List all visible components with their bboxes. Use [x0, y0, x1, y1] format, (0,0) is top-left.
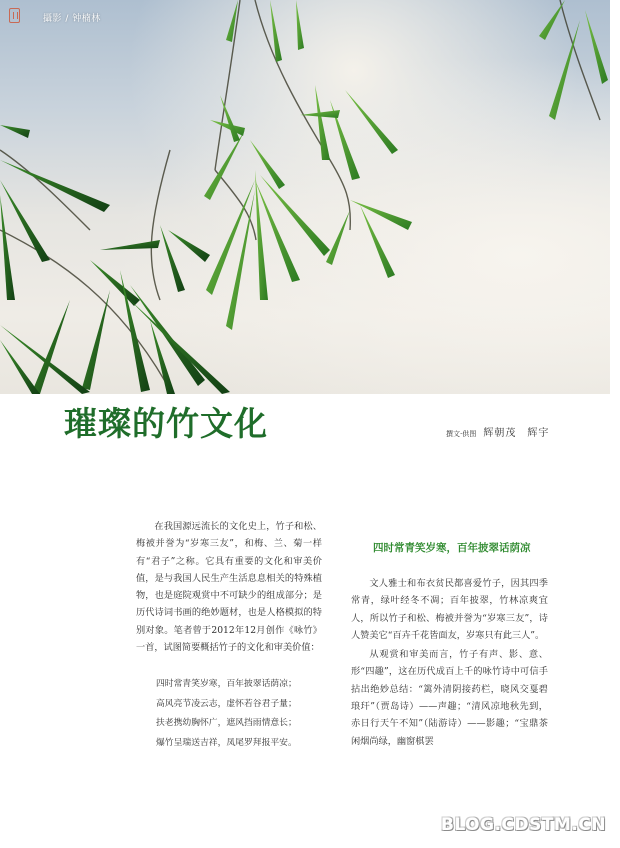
red-seal-icon [9, 8, 20, 23]
bamboo-leaves-illustration [0, 0, 610, 394]
byline-names: 辉朝茂 辉宇 [483, 428, 550, 439]
poem [136, 675, 322, 753]
poem-line: 扶老携幼胸怀广，遮风挡雨情意长； [156, 718, 297, 729]
poem-line: 四时常青笑岁寒，百年披翠话荫凉； [156, 679, 297, 690]
poem-line: 爆竹呈瑞送吉祥，凤尾罗拜报平安。 [156, 737, 297, 748]
article-title: 璀璨的竹文化 [64, 404, 268, 443]
byline-role: 撰文·供图 [446, 430, 477, 438]
left-column [136, 518, 322, 753]
byline [446, 424, 549, 439]
right-column [351, 575, 548, 750]
body-paragraph: 文人雅士和布衣贫民都喜爱竹子，因其四季常青，绿叶经冬不凋；百年披翠，竹林凉爽宜人，所以竹子和松、梅被并誉为“岁寒三友”，诗人赞美它“百卉千花皆面友，岁寒只有此三人”。 [351, 578, 548, 641]
section-heading: 四时常青笑岁寒，百年披翠话荫凉 [373, 542, 531, 554]
intro-paragraph: 在我国源远流长的文化史上，竹子和松、梅被并誉为“岁寒三友”，和梅、兰、菊一样有“君子”之称。它具有重要的文化和审美价值，是与我国人民生产生活息息相关的特殊植物，也是庭院观赏中不可缺少的组成部分；是历代诗词书画的绝妙题材，也是人格模拟的特别对象。笔者曾于2012年12月创作《咏竹》一首，试图简要概括竹子的文化和审美价值： [136, 521, 322, 654]
bamboo-photo [0, 0, 610, 394]
photo-credit: 攝影 / 钟楠林 [43, 14, 101, 24]
watermark: BLOG.CDSTM.CN [441, 815, 607, 835]
body-paragraph: 从观赏和审美而言，竹子有声、影、意、形“四趣”，这在历代成百上千的咏竹诗中可信手拈出绝妙总结：“篱外清阴接药栏，晓风交戛碧琅玕”（贾岛诗）——声趣；“清风凉地秋先到，赤日行天午不知”（陆游诗）——影趣；“宝鼎茶闲烟尚绿，幽窗棋罢 [351, 649, 548, 747]
poem-line: 高风亮节凌云志，虚怀若谷君子量； [156, 698, 297, 709]
